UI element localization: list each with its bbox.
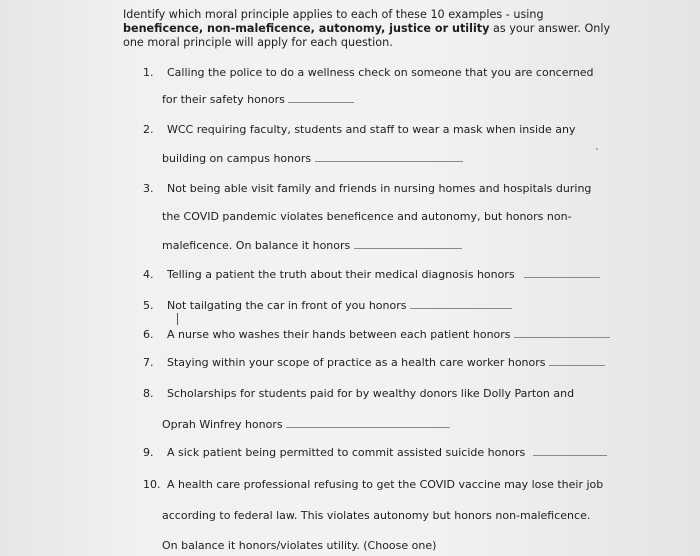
- question-10-continued-2: [162, 539, 436, 552]
- question-2-continued: [162, 152, 463, 165]
- answer-blank-7[interactable]: [549, 356, 605, 369]
- question-text: A sick patient being permitted to commit assisted suicide honors: [167, 446, 526, 459]
- answer-blank-2[interactable]: [315, 152, 463, 165]
- answer-blank-3[interactable]: [354, 239, 462, 252]
- question-number: 1.: [143, 66, 154, 79]
- text-cursor: [177, 313, 178, 325]
- principles-list: beneficence, non-maleficence, autonomy, justice or utility: [123, 22, 490, 35]
- question-number: 10.: [143, 478, 161, 491]
- answer-blank-8[interactable]: [286, 418, 450, 431]
- question-text: A nurse who washes their hands between each patient honors: [167, 328, 511, 341]
- question-4: [143, 268, 600, 281]
- answer-blank-9[interactable]: [533, 446, 607, 459]
- question-text: Scholarships for students paid for by wealthy donors like Dolly Parton and: [167, 387, 575, 400]
- question-number: 8.: [143, 387, 154, 400]
- answer-blank-1[interactable]: [288, 93, 354, 106]
- question-5: [143, 299, 512, 312]
- question-3-continued: [162, 210, 572, 223]
- question-number: 6.: [143, 328, 154, 341]
- question-text: A health care professional refusing to get the COVID vaccine may lose their job: [167, 478, 604, 491]
- question-8: [143, 387, 574, 400]
- question-text: Telling a patient the truth about their medical diagnosis honors: [167, 268, 515, 281]
- question-text: for their safety honors: [162, 93, 285, 106]
- question-7: [143, 356, 605, 369]
- instructions-line-3: one moral principle will apply for each question.: [123, 36, 393, 49]
- instructions: [123, 8, 683, 50]
- question-3-continued-2: [162, 239, 462, 252]
- question-10: [143, 478, 603, 491]
- question-text: the COVID pandemic violates beneficence and autonomy, but honors non-: [162, 210, 572, 223]
- question-6: [143, 328, 610, 341]
- question-number: 5.: [143, 299, 154, 312]
- paper-speck: [596, 148, 598, 150]
- question-9: [143, 446, 607, 459]
- instructions-line-2-tail: as your answer. Only: [489, 22, 611, 35]
- question-8-continued: [162, 418, 450, 431]
- question-text: Calling the police to do a wellness check on someone that you are concerned: [167, 66, 594, 79]
- question-3: [143, 182, 591, 195]
- question-text: Staying within your scope of practice as a health care worker honors: [167, 356, 546, 369]
- question-text: building on campus honors: [162, 152, 312, 165]
- question-text: Oprah Winfrey honors: [162, 418, 283, 431]
- question-1-continued: [162, 93, 354, 106]
- question-text: Not being able visit family and friends in nursing homes and hospitals during: [167, 182, 592, 195]
- question-text: according to federal law. This violates autonomy but honors non-maleficence.: [162, 509, 591, 522]
- question-number: 2.: [143, 123, 154, 136]
- question-number: 3.: [143, 182, 154, 195]
- question-number: 4.: [143, 268, 154, 281]
- question-10-continued: [162, 509, 590, 522]
- question-number: 9.: [143, 446, 154, 459]
- instructions-line-1: Identify which moral principle applies to each of these 10 examples - using: [123, 8, 544, 21]
- question-text: Not tailgating the car in front of you honors: [167, 299, 407, 312]
- question-text: On balance it honors/violates utility. (Choose one): [162, 539, 437, 552]
- answer-blank-6[interactable]: [514, 328, 610, 341]
- question-text: WCC requiring faculty, students and staff to wear a mask when inside any: [167, 123, 576, 136]
- answer-blank-4[interactable]: [524, 268, 600, 281]
- answer-blank-5[interactable]: [410, 299, 512, 312]
- instructions-line-2: [123, 22, 683, 36]
- question-2: [143, 123, 576, 136]
- question-1: [143, 66, 594, 79]
- question-number: 7.: [143, 356, 154, 369]
- question-text: maleficence. On balance it honors: [162, 239, 351, 252]
